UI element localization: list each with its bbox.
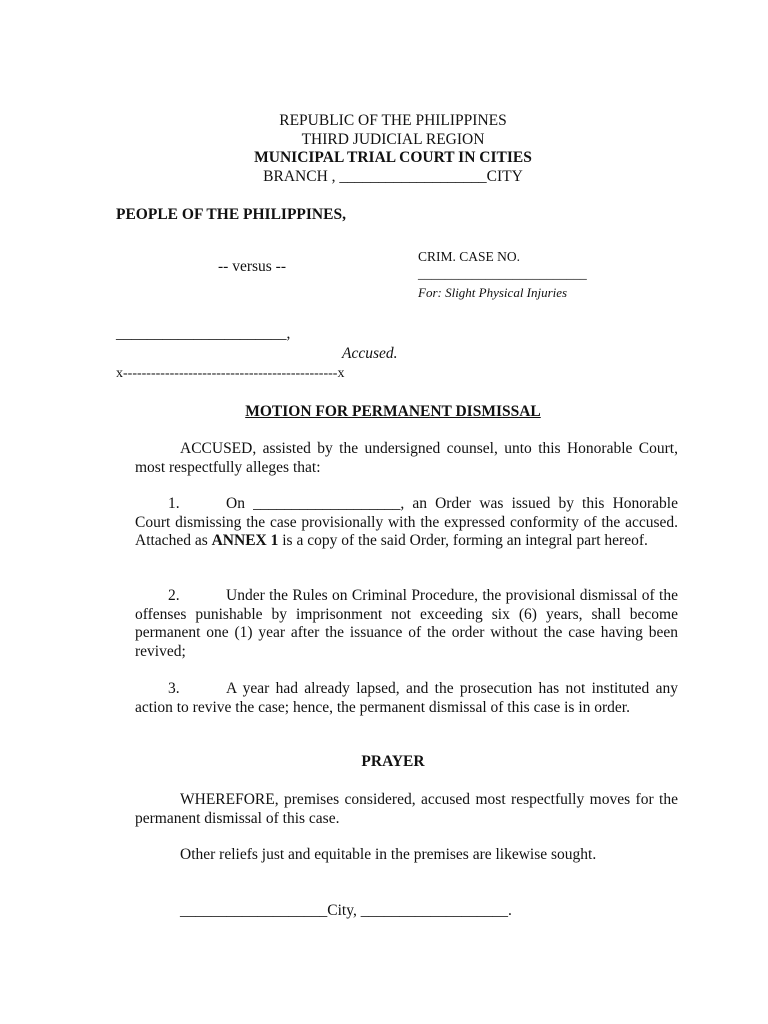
allegation-3-number: 3. [168, 680, 180, 697]
header-court: MUNICIPAL TRIAL COURT IN CITIES [254, 149, 532, 166]
allegation-1-number: 1. [168, 495, 180, 512]
other-reliefs-paragraph [135, 846, 678, 865]
case-no-line: _________________________ [418, 266, 587, 281]
branch-city: CITY [486, 168, 523, 185]
allegation-1-on: On [226, 495, 245, 512]
allegation-1-text-a: , an Order was issued by this Honorable Court dismissing the case provisionally with the expressed conformity of the accused. Attached as [135, 495, 678, 549]
branch-label: BRANCH , [263, 168, 336, 185]
header-region: THIRD JUDICIAL REGION [301, 131, 485, 148]
accused-line: ______________________, [116, 325, 291, 342]
allegation-1-text-b: is a copy of the said Order, forming an integral part hereof. [282, 532, 648, 549]
place-blank: ___________________ [180, 902, 328, 919]
offense: For: Slight Physical Injuries [418, 285, 568, 300]
allegation-2 [135, 587, 678, 661]
allegation-2-text: Under the Rules on Criminal Procedure, the provisional dismissal of the offenses punishable by imprisonment not exceeding six (6) years, shall become permanent one (1) year after the issuance of the order without the case having been revived; [135, 587, 678, 660]
allegation-3-text: A year had already lapsed, and the prosecution has not instituted any action to revive the case; hence, the permanent dismissal of this case is in order. [135, 680, 678, 716]
caption-separator: x----------------------------------------------x [116, 366, 345, 381]
intro-paragraph [135, 440, 678, 477]
branch-blank: ___________________ [339, 168, 487, 185]
versus: -- versus -- [218, 258, 287, 275]
header-republic: REPUBLIC OF THE PHILIPPINES [279, 112, 507, 129]
accused-label: Accused. [342, 345, 398, 362]
place-date-line [180, 902, 512, 920]
place-date-period: . [507, 902, 512, 919]
prayer-heading: PRAYER [361, 753, 425, 770]
case-no-label: CRIM. CASE NO. [418, 249, 521, 264]
prayer-paragraph [135, 791, 678, 828]
motion-title: MOTION FOR PERMANENT DISMISSAL [245, 403, 541, 420]
header-branch [0, 168, 768, 186]
allegation-1-date-blank: ___________________ [253, 495, 401, 512]
prayer-text: WHEREFORE, premises considered, accused most respectfully moves for the permanent dismissal of this case. [135, 791, 678, 827]
annex-label: ANNEX 1 [211, 532, 279, 549]
place-city-label: City, [327, 902, 357, 919]
other-reliefs-text: Other reliefs just and equitable in the premises are likewise sought. [180, 846, 597, 863]
intro-text: ACCUSED, assisted by the undersigned counsel, unto this Honorable Court, most respectfully alleges that: [135, 440, 678, 476]
date-blank: ___________________ [360, 902, 508, 919]
allegation-1 [135, 495, 678, 551]
allegation-3 [135, 680, 678, 717]
plaintiff: PEOPLE OF THE PHILIPPINES, [116, 206, 346, 223]
allegation-2-number: 2. [168, 587, 180, 604]
